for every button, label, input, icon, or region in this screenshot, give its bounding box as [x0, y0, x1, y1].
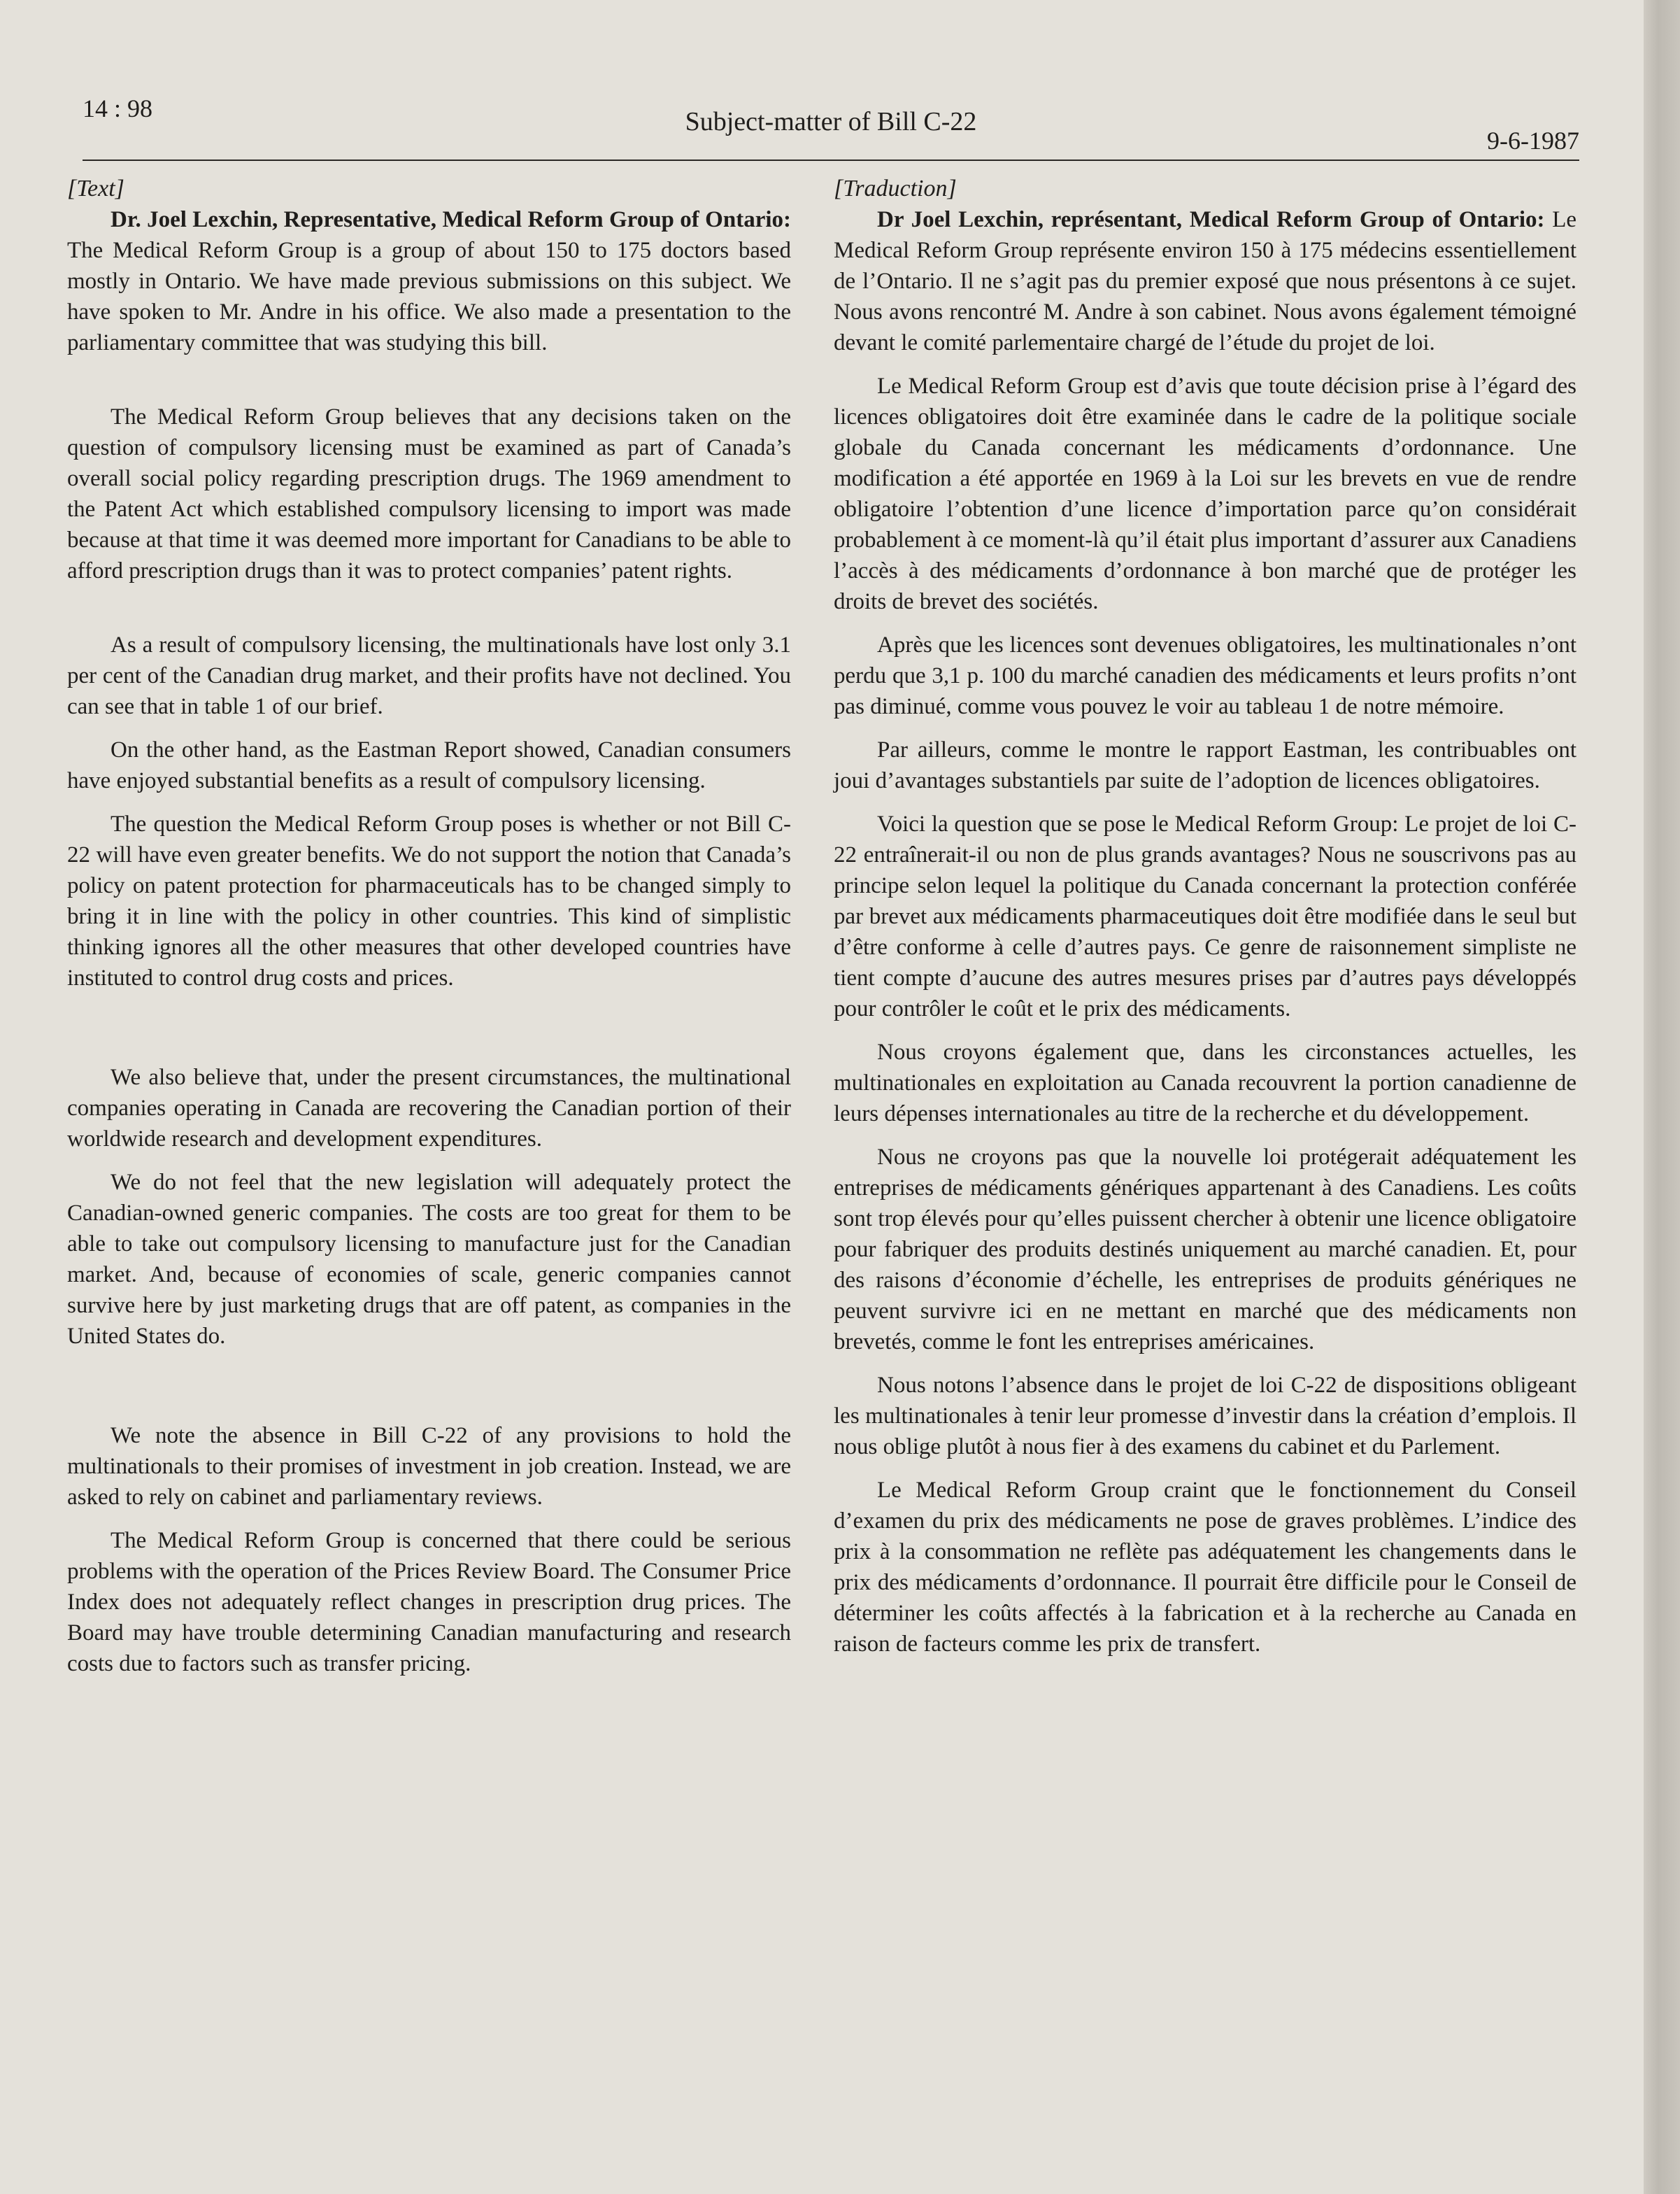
- paragraph: Nous notons l’absence dans le projet de loi C-22 de dispositions obligeant les multinationales à tenir leur promesse d’investir dans la création d’emplois. Il nous oblige plutôt à nous fier à des examens du cabinet et du Parlement.: [834, 1373, 1576, 1459]
- paragraph: Nous croyons également que, dans les circonstances actuelles, les multinationales en exploitation au Canada recouvrent la portion canadienne de leurs dépenses internationales au titre de la recherche et du développement.: [834, 1040, 1576, 1126]
- speaker-name: Dr Joel Lexchin, représentant, Medical Reform Group of Ontario:: [877, 207, 1545, 232]
- paragraph: The question the Medical Reform Group poses is whether or not Bill C-22 will have even greater benefits. We do not support the notion that Canada’s policy on patent protection for pharmaceuticals has to be changed simply to bring it in line with the policy in other countries. This kind of simplistic thinking ignores all the other measures that other developed countries have instituted to control drug costs and prices.: [67, 812, 791, 991]
- header-date: 9-6-1987: [1487, 127, 1579, 155]
- paragraph-text: The Medical Reform Group is a group of about 150 to 175 doctors based mostly in Ontario. We have made previous submissions on this subject. We have spoken to Mr. Andre in his office. We also made a presentation to the parliamentary committee that was studying this bill.: [67, 238, 791, 355]
- paragraph: [67, 204, 791, 358]
- page-number: 14 : 98: [83, 94, 153, 122]
- paragraph: [834, 204, 1576, 358]
- running-title: Subject-matter of Bill C-22: [685, 107, 977, 136]
- paragraph: Le Medical Reform Group craint que le fonctionnement du Conseil d’examen du prix des médicaments ne pose de graves problèmes. L’indice des prix à la consommation ne reflète pas adéquatement les changements dans le prix des médicaments d’ordonnance. Il pourrait être difficile pour le Conseil de déterminer les coûts affectés à la fabrication et à la recherche au Canada en raison de facteurs comme les prix de transfert.: [834, 1478, 1576, 1657]
- translation-label: [Traduction]: [834, 176, 957, 201]
- french-column: [834, 168, 1576, 1659]
- paragraph: Nous ne croyons pas que la nouvelle loi protégerait adéquatement les entreprises de médicaments génériques appartenant à des Canadiens. Les coûts sont trop élevés pour qu’elles puissent chercher à obtenir une licence obligatoire pour fabriquer des produits destinés uniquement au marché canadien. Et, pour des raisons d’économie d’échelle, les entreprises de produits génériques ne peuvent survivre ici en ne mettant en marché que des médicaments non brevetés, comme le font les entreprises américaines.: [834, 1145, 1576, 1354]
- paragraph: The Medical Reform Group is concerned that there could be serious problems with the operation of the Prices Review Board. The Consumer Price Index does not adequately reflect changes in prescription drug prices. The Board may have trouble determining Canadian manufacturing and research costs due to factors such as transfer pricing.: [67, 1528, 791, 1676]
- page-edge: [1644, 0, 1680, 2194]
- paragraph-text: Le Medical Reform Group représente environ 150 à 175 médecins essentiellement de l’Ontario. Il ne s’agit pas du premier exposé que nous présentons à ce sujet. Nous avons rencontré M. Andre à son cabinet. Nous avons également témoigné devant le comité parlementaire chargé de l’étude du projet de loi.: [834, 207, 1576, 355]
- english-column: [67, 168, 791, 1679]
- header-rule: [83, 160, 1579, 161]
- paragraph: We do not feel that the new legislation will adequately protect the Canadian-owned generic companies. The costs are too great for them to be able to take out compulsory licensing to manufacture just for the Canadian market. And, because of economies of scale, generic companies cannot survive here by just marketing drugs that are off patent, as companies in the United States do.: [67, 1170, 791, 1349]
- speaker-name: Dr. Joel Lexchin, Representative, Medical Reform Group of Ontario:: [111, 207, 791, 232]
- paragraph: Le Medical Reform Group est d’avis que toute décision prise à l’égard des licences obligatoires doit être examinée dans le cadre de la politique sociale globale du Canada concernant les médicaments d’ordonnance. Une modification a été apportée en 1969 à la Loi sur les brevets en vue de rendre obligatoire l’obtention d’une licence d’importation parce qu’on considérait probablement à ce moment-là qu’il était plus important d’assurer aux Canadiens l’accès à des médicaments d’ordonnance à bon marché que de protéger les droits de brevet des sociétés.: [834, 374, 1576, 614]
- page-header: [83, 90, 1579, 153]
- paragraph: We also believe that, under the present circumstances, the multinational companies operating in Canada are recovering the Canadian portion of their worldwide research and development expenditures.: [67, 1065, 791, 1152]
- paragraph: We note the absence in Bill C-22 of any provisions to hold the multinationals to their promises of investment in job creation. Instead, we are asked to rely on cabinet and parliamentary reviews.: [67, 1423, 791, 1510]
- paragraph: Par ailleurs, comme le montre le rapport Eastman, les contribuables ont joui d’avantages substantiels par suite de l’adoption de licences obligatoires.: [834, 737, 1576, 793]
- text-label: [Text]: [67, 176, 124, 201]
- paragraph: Voici la question que se pose le Medical Reform Group: Le projet de loi C-22 entraînerait-il ou non de plus grands avantages? Nous ne souscrivons pas au principe selon lequel la politique du Canada concernant la protection conférée par brevet aux médicaments pharmaceutiques doit être modifiée dans le seul but d’être conforme à celle d’autres pays. Ce genre de raisonnement simpliste ne tient compte d’aucune des autres mesures prises par d’autres pays développés pour contrôler le coût et le prix des médicaments.: [834, 812, 1576, 1021]
- paragraph: As a result of compulsory licensing, the multinationals have lost only 3.1 per cent of the Canadian drug market, and their profits have not declined. You can see that in table 1 of our brief.: [67, 632, 791, 719]
- paragraph: On the other hand, as the Eastman Report showed, Canadian consumers have enjoyed substantial benefits as a result of compulsory licensing.: [67, 737, 791, 793]
- paragraph: Après que les licences sont devenues obligatoires, les multinationales n’ont perdu que 3,1 p. 100 du marché canadien des médicaments et leurs profits n’ont pas diminué, comme vous pouvez le voir au tableau 1 de notre mémoire.: [834, 632, 1576, 719]
- paragraph: The Medical Reform Group believes that any decisions taken on the question of compulsory licensing must be examined as part of Canada’s overall social policy regarding prescription drugs. The 1969 amendment to the Patent Act which established compulsory licensing to import was made because at that time it was deemed more important for Canadians to be able to afford prescription drugs than it was to protect companies’ patent rights.: [67, 404, 791, 583]
